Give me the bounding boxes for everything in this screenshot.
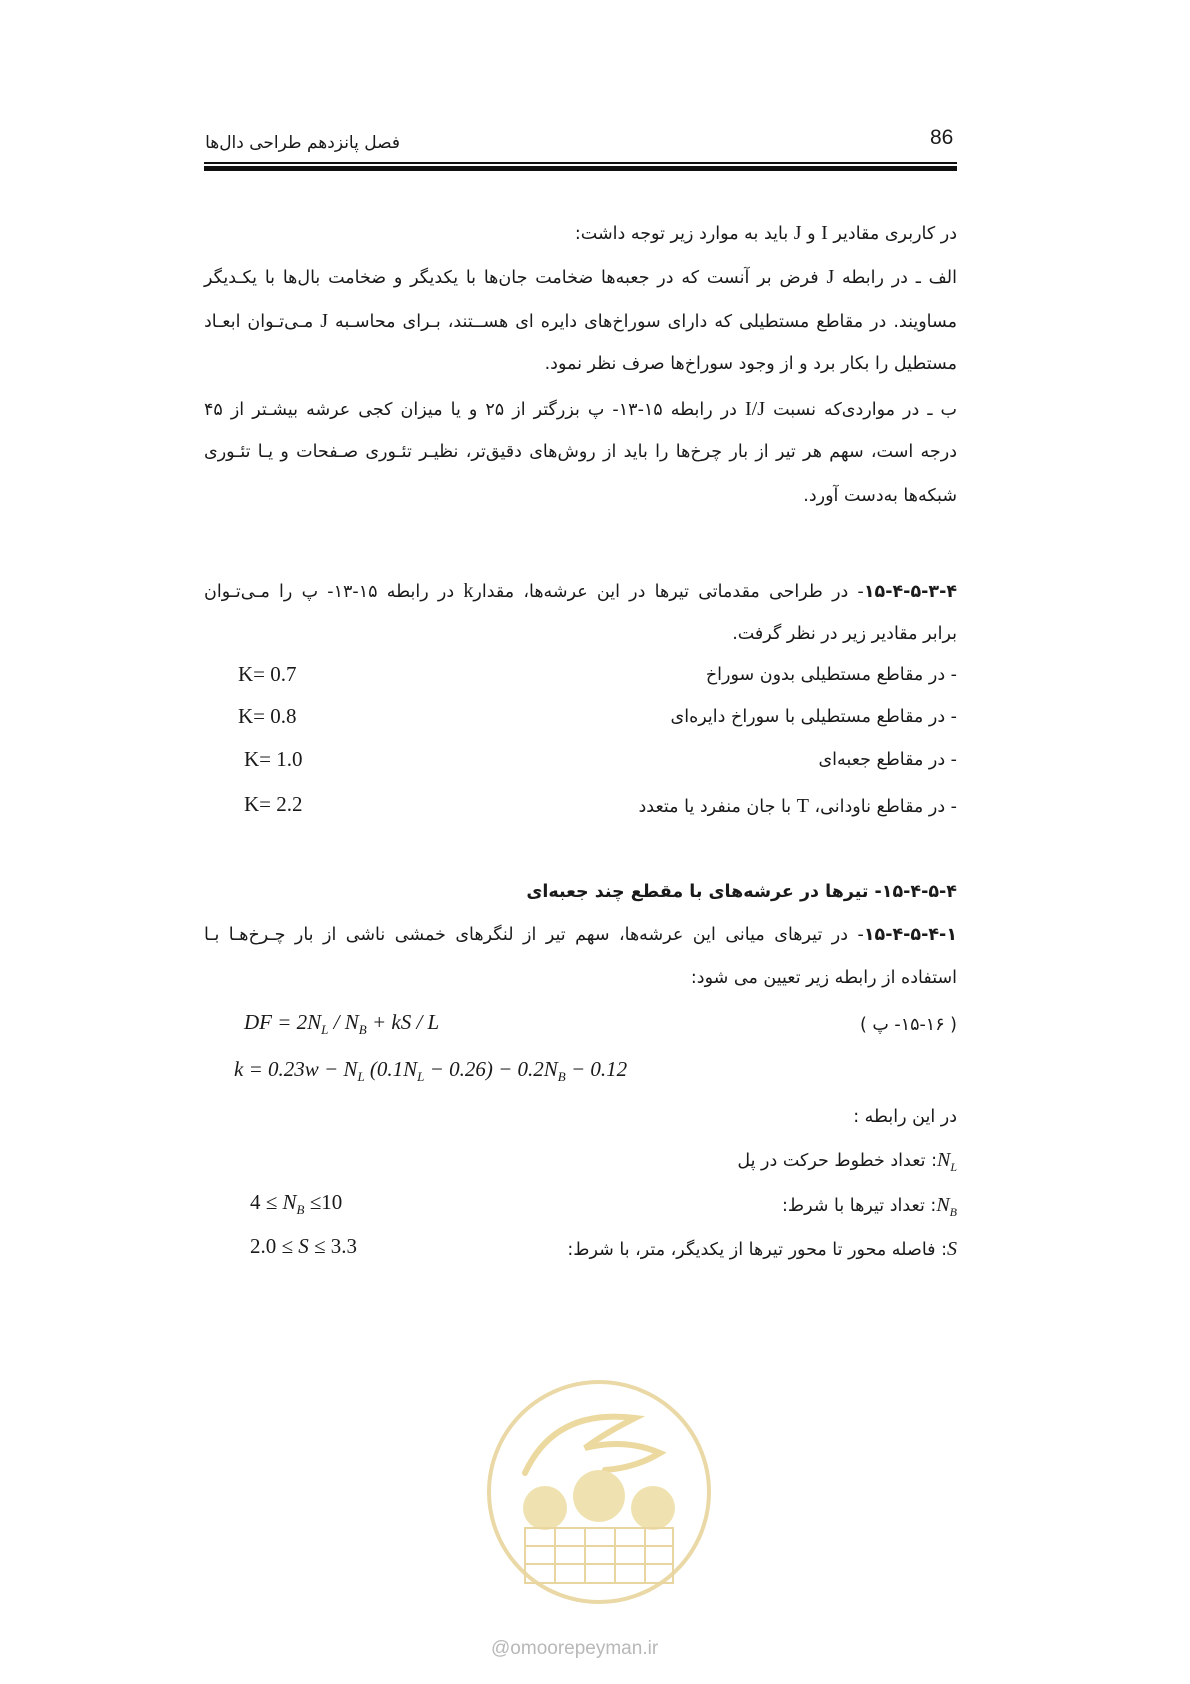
- page-number: 86: [930, 126, 954, 149]
- watermark-at-icon: @: [491, 1638, 511, 1659]
- intro-alef-line-2: مساویند. در مقاطع مستطیلی که دارای سوراخ‌های دایره ای هســتند، بـرای محاسـبه J مـی‌تـوان ابعـاد: [204, 310, 957, 332]
- section-15-4-5-3-4-line-1: ۱۵-۴-۵-۳-۴- در طراحی مقدماتی تیرها در این عرشه‌ها، مقدارk در رابطه ۱۵-۱۳- پ را مـی‌تـوان: [204, 580, 958, 602]
- in-this-relation: در این رابطه :: [853, 1107, 957, 1127]
- k-item-value: K= 0.8: [238, 704, 297, 728]
- nb-condition: $4 \le N_B \le 10$: [250, 1190, 343, 1218]
- intro-be-line-2: درجه است، سهم هر تیر از بار چرخ‌ها را باید از روش‌های دقیق‌تر، نظیـر تئـوری صـفحات و یـا تئـوری: [204, 442, 957, 462]
- k-item-label: - در مقاطع ناودانی، T با جان منفرد یا متعدد: [638, 795, 957, 817]
- section-number: ۱۵-۴-۵-۳-۴: [863, 582, 958, 602]
- intro-be-line-1: ب ـ در مواردی‌که نسبت I/J در رابطه ۱۵-۱۳- پ بزرگتر از ۲۵ و یا میزان کجی عرشه بیشـتر از ۴۵: [204, 398, 957, 420]
- k-item-label: - در مقاطع مستطیلی با سوراخ دایره‌ای: [670, 707, 957, 727]
- nb-definition: $N_B$: تعداد تیرها با شرط:: [782, 1194, 957, 1219]
- k-item-label: - در مقاطع جعبه‌ای: [818, 750, 957, 770]
- nl-symbol: $N_L$: [936, 1149, 957, 1174]
- equation-k: $k = 0.23w - N_L$ $(0.1N_L - 0.26) - 0.2N_B - 0.12$: [234, 1057, 628, 1085]
- header-rule-thin: [204, 162, 957, 164]
- footer-url: @omoorepeyman.ir: [491, 1638, 659, 1659]
- s-symbol: S: [947, 1238, 957, 1260]
- k-item-value: K= 1.0: [244, 747, 303, 771]
- intro-line-1: در کاربری مقادیر I و J باید به موارد زیر توجه داشت:: [574, 222, 957, 244]
- nl-definition: $N_L$: تعداد خطوط حرکت در پل: [737, 1149, 957, 1174]
- intro-be-line-3: شبکه‌ها به‌دست آورد.: [803, 486, 957, 506]
- section-15-4-5-4-1-line-2: استفاده از رابطه زیر تعیین می شود:: [690, 968, 957, 988]
- section-number: ۱۵-۴-۵-۴-۱: [863, 925, 957, 945]
- equation-label: ( ۱۵-۱۶- پ ): [859, 1015, 957, 1035]
- k-item-value: K= 2.2: [244, 792, 303, 816]
- nb-symbol: $N_B$: [936, 1194, 957, 1219]
- section-15-4-5-3-4-line-2: برابر مقادیر زیر در نظر گرفت.: [732, 624, 957, 644]
- intro-alef-line-3: مستطیل را بکار برد و از وجود سوراخ‌ها صرف نظر نمود.: [544, 354, 957, 374]
- watermark-seal-logo: [485, 1378, 713, 1606]
- running-title: فصل پانزدهم طراحی دال‌ها: [205, 133, 400, 153]
- s-condition: 2.0 ≤ S ≤ 3.3: [250, 1234, 358, 1258]
- s-definition: S: فاصله محور تا محور تیرها از یکدیگر، متر، با شرط:: [567, 1238, 957, 1260]
- k-item-value: K= 0.7: [238, 662, 297, 686]
- intro-alef-line-1: الف ـ در رابطه J فرض بر آنست که در جعبه‌ها ضخامت جان‌ها با یکدیگر و ضخامت بال‌ها با یکـدیگر: [204, 266, 957, 288]
- k-item-label: - در مقاطع مستطیلی بدون سوراخ: [705, 665, 957, 685]
- section-15-4-5-4-1-line-1: ۱۵-۴-۵-۴-۱- در تیرهای میانی این عرشه‌ها، سهم تیر از لنگرهای خمشی ناشی از بار چـرخ‌هـا بـا: [204, 925, 957, 945]
- section-15-4-5-4-heading: ۱۵-۴-۵-۴- تیرها در عرشه‌های با مقطع چند جعبه‌ای: [526, 882, 957, 902]
- equation-df: DF = $2N_L / N_B$ + kS / L: [244, 1010, 440, 1038]
- header-rule-thick: [204, 166, 957, 171]
